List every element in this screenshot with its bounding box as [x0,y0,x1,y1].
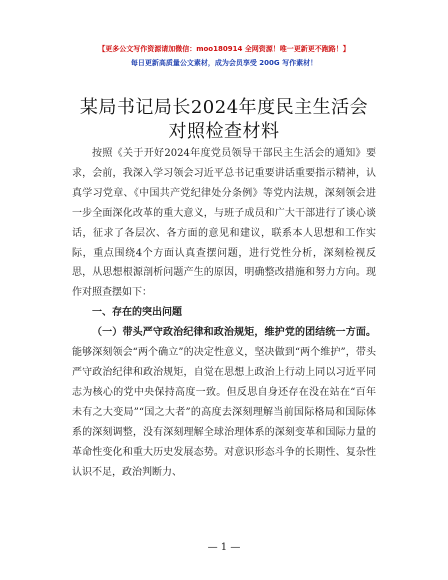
subsection-text: 能够深刻领会“两个确立”的决定性意义，坚决做到“两个维护”，带头严守政治纪律和政治规矩，自觉在思想上政治上行动上同以习近平同志为核心的党中央保持高度一致。但反思自身还存在没在站在“百年未有之大变局”“国之大者”的高度去深刻理解当前国际格局和国际体系的深刻调整，没有深刻理解全球治理体系的深刻变革和国际力量的革命性变化和重大历史发展态势。对意识形态斗争的长期性、复杂性认识不足，政治判断力、 [72,347,376,478]
subsection-paragraph [72,323,376,482]
promo-banner-line-1: 【更多公文写作资源请加微信：moo180914 全网资源！唯一更新更不跑路！】 [98,45,350,53]
subsection-heading: （一）带头严守政治纪律和政治规矩，维护党的团结统一方面。 [92,327,376,339]
page-number: — 1 — [207,542,241,553]
intro-paragraph: 按照《关于开好2024年度党员领导干部民主生活会的通知》要求，会前，我深入学习领会习近平总书记重要讲话重要指示精神，认真学习党章、《中国共产党纪律处分条例》等党内法规，深刻领会进一步全面深化改革的重大意义，与班子成员和广大干部进行了谈心谈话，征求了各层次、各方面的意见和建议，联系本人思想和工作实际，重点围绕4个方面认真查摆问题，进行党性分析，深刻检视反思，从思想根源剖析问题产生的原因，明确整改措施和努力方向。现作对照查摆如下： [72,148,376,299]
document-title: 某局书记局长2024年度民主生活会对照检查材料 [79,97,369,142]
section-heading-1: 一、存在的突出问题 [92,307,182,319]
promo-banner-line-2: 每日更新高质量公文素材，成为会员享受 200G 写作素材！ [130,59,318,67]
document-body [72,144,376,482]
